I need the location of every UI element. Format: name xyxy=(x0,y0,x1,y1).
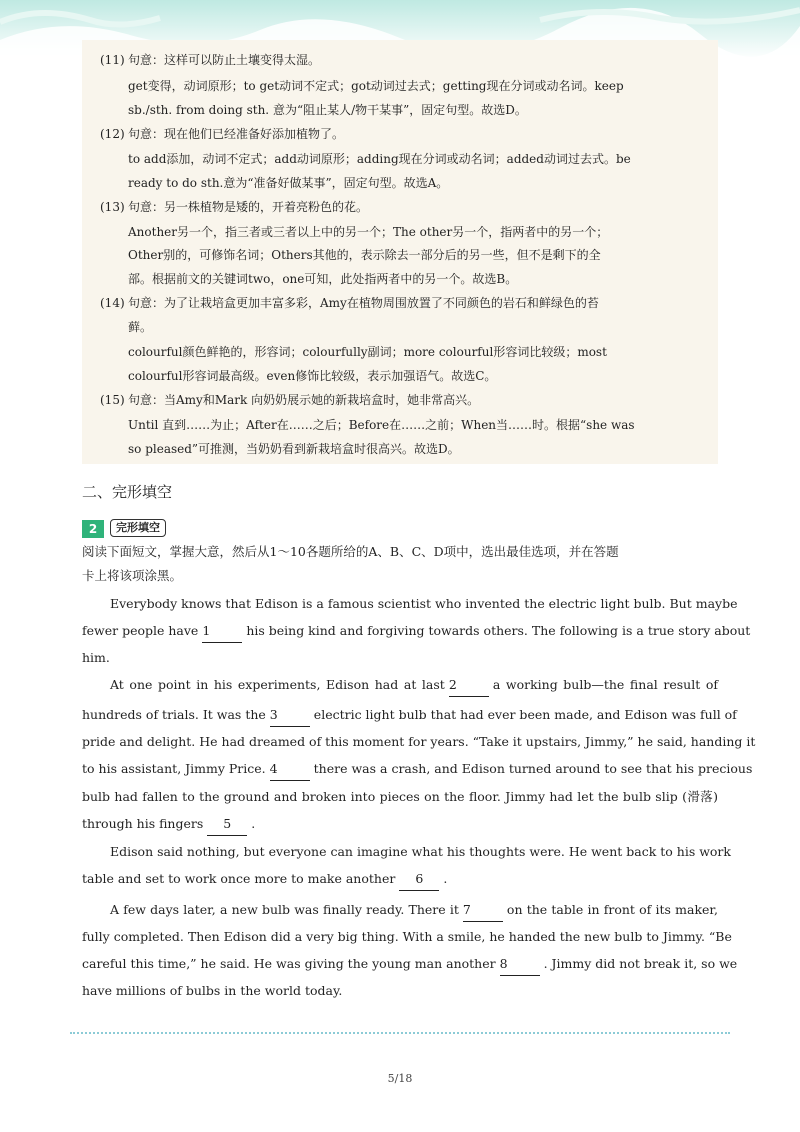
answer-line: 藓。 xyxy=(128,320,153,334)
answer-line: to add添加，动词不定式；add动词原形；adding现在分词或动名词；added动词过去式。be xyxy=(128,152,631,166)
passage-line: have millions of bulbs in the world today. xyxy=(82,983,343,998)
blank-3[interactable]: 3 xyxy=(270,704,310,727)
answer-line: 句意：为了让栽培盒更加丰富多彩，Amy在植物周围放置了不同颜色的岩石和鲜绿色的苔 xyxy=(128,296,599,310)
answer-line: so pleased”可推测，当奶奶看到新栽培盒时很高兴。故选D。 xyxy=(128,442,460,456)
answer-line: 句意：这样可以防止土壤变得太湿。 xyxy=(128,53,321,67)
passage-line: fully completed. Then Edison did a very big thing. With a smile, he handed the new bulb to Jimmy. “Be xyxy=(82,929,732,944)
answer-line: 句意：现在他们已经准备好添加植物了。 xyxy=(128,127,345,141)
answer-line: sb./sth. from doing sth. 意为“阻止某人/物干某事”，固定句型。故选D。 xyxy=(128,103,527,117)
answer-line: colourful形容词最高级。even修饰比较级，表示加强语气。故选C。 xyxy=(128,369,497,383)
section-title: 二、完形填空 xyxy=(82,483,173,501)
passage-line: pride and delight. He had dreamed of this moment for years. “Take it upstairs, Jimmy,” he said, handing it xyxy=(82,734,756,749)
answer-line: Another另一个，指三者或三者以上中的另一个；The other另一个，指两者中的另一个； xyxy=(128,225,609,239)
passage-line: Everybody knows that Edison is a famous scientist who invented the electric light bulb. But maybe xyxy=(110,596,738,611)
passage-line: fewer people have 1 his being kind and forgiving towards others. The following is a true story about xyxy=(82,617,718,644)
question-badge-number: 2 xyxy=(82,520,104,538)
blank-5[interactable]: 5 xyxy=(207,813,247,836)
passage-line: him. xyxy=(82,650,110,665)
passage-line: hundreds of trials. It was the 3 electric light bulb that had ever been made, and Edison was full of xyxy=(82,701,718,728)
passage-line: table and set to work once more to make another 6 . xyxy=(82,865,447,892)
question-number: (11) xyxy=(100,53,125,67)
blank-4[interactable]: 4 xyxy=(270,758,310,781)
passage-line: through his fingers 5 . xyxy=(82,810,255,837)
question-number: (12) xyxy=(100,127,125,141)
passage-line: to his assistant, Jimmy Price. 4 there was a crash, and Edison turned around to see that his precious xyxy=(82,755,718,782)
passage-line: careful this time,” he said. He was giving the young man another 8 . Jimmy did not break it, so we xyxy=(82,950,718,977)
passage-line: A few days later, a new bulb was finally ready. There it 7 on the table in front of its maker, xyxy=(110,896,718,923)
blank-1[interactable]: 1 xyxy=(202,620,242,643)
footer-divider xyxy=(70,1032,730,1034)
answer-line: get变得，动词原形；to get动词不定式；got动词过去式；getting现在分词或动名词。keep xyxy=(128,79,624,93)
answer-line: colourful颜色鲜艳的，形容词；colourfully副词；more colourful形容词比较级；most xyxy=(128,345,607,359)
blank-6[interactable]: 6 xyxy=(399,868,439,891)
passage-line: bulb had fallen to the ground and broken into pieces on the floor. Jimmy had let the bulb slip (滑落) xyxy=(82,789,718,804)
passage-line: At one point in his experiments, Edison had at last 2 a working bulb—the final result of xyxy=(110,671,718,698)
answer-line: Until 直到……为止；After在……之后；Before在……之前；When当……时。根据“she was xyxy=(128,418,635,432)
question-number: (14) xyxy=(100,296,125,310)
question-number: (15) xyxy=(100,393,125,407)
blank-8[interactable]: 8 xyxy=(500,953,540,976)
blank-7[interactable]: 7 xyxy=(463,899,503,922)
instruction-line: 卡上将该项涂黑。 xyxy=(82,568,183,583)
page-number: 5/18 xyxy=(387,1072,413,1085)
answer-line: ready to do sth.意为“准备好做某事”，固定句型。故选A。 xyxy=(128,176,449,190)
answer-line: 句意：当Amy和Mark 向奶奶展示她的新栽培盒时，她非常高兴。 xyxy=(128,393,480,407)
passage-line: Edison said nothing, but everyone can imagine what his thoughts were. He went back to his work xyxy=(110,844,731,859)
blank-2[interactable]: 2 xyxy=(449,674,489,697)
answer-line: 部。根据前文的关键词two，one可知，此处指两者中的另一个。故选B。 xyxy=(128,272,518,286)
question-number: (13) xyxy=(100,200,125,214)
instruction-line: 阅读下面短文，掌握大意，然后从1～10各题所给的A、B、C、D项中，选出最佳选项，并在答题 xyxy=(82,544,619,559)
answer-line: Other别的，可修饰名词；Others其他的，表示除去一部分后的另一些，但不是剩下的全 xyxy=(128,248,601,262)
answer-line: 句意：另一株植物是矮的，开着亮粉色的花。 xyxy=(128,200,369,214)
question-type-label: 完形填空 xyxy=(110,519,166,537)
